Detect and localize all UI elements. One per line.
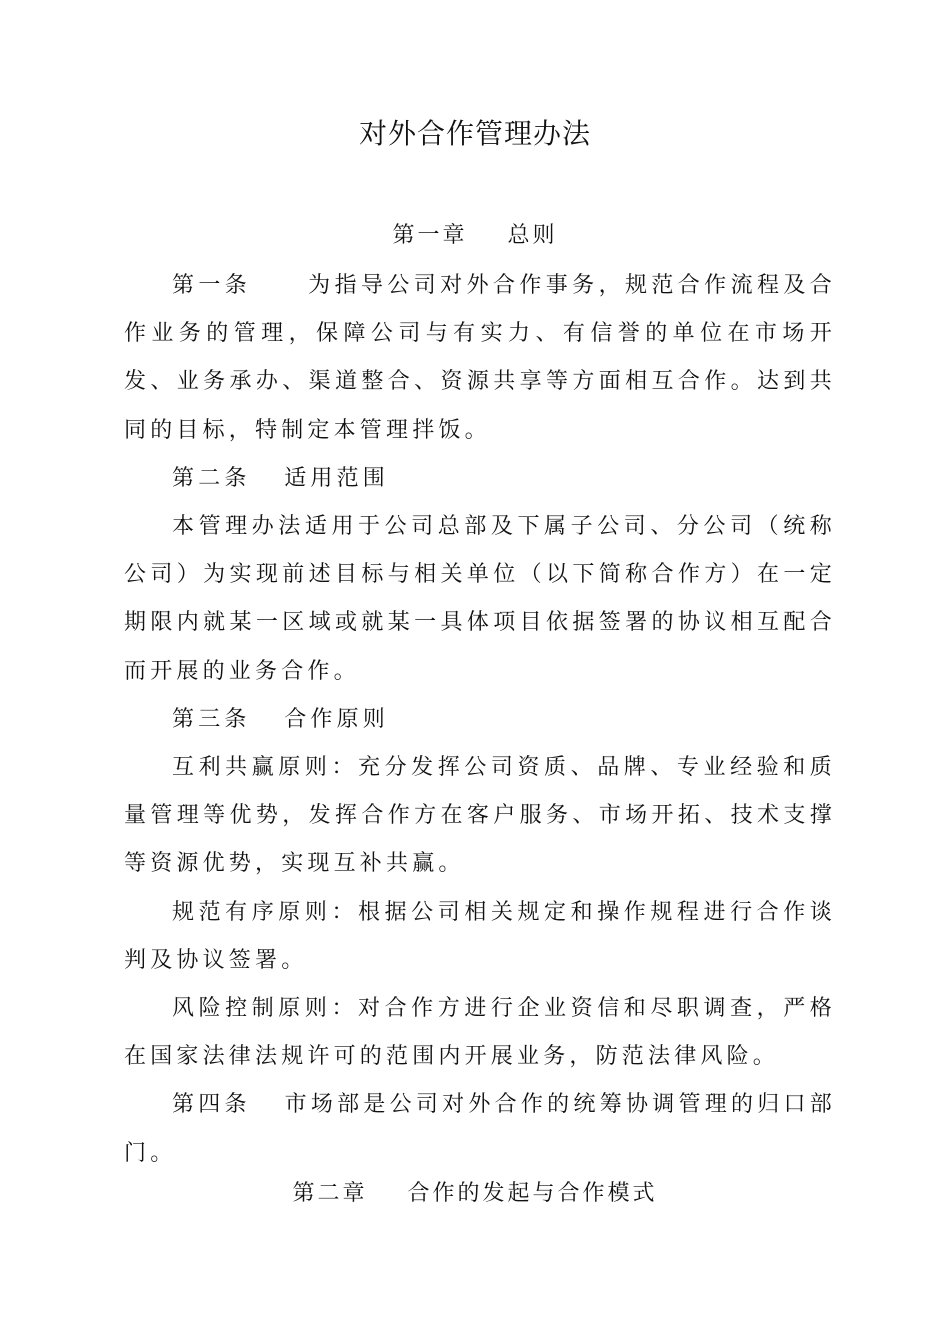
paragraph-text: 合作原则: [284, 706, 389, 732]
chapter-heading-2: 第二章 合作的发起与合作模式: [292, 1181, 658, 1206]
paragraph-text: 适用范围: [284, 465, 389, 491]
article-label: 第二条: [172, 465, 285, 491]
article-label: 第三条: [172, 706, 285, 732]
article-2-paragraph: [124, 455, 836, 503]
paragraph-text: 互利共赢原则：充分发挥公司资质、品牌、专业经验和质量管理等优势，发挥合作方在客户服务、市场开拓、技术支撑等资源优势，实现互补共赢。: [124, 755, 836, 877]
document-title: 对外合作管理办法: [358, 117, 591, 150]
principle-risk-control: [124, 985, 836, 1081]
paragraph-text: 市场部是公司对外合作的统筹协调管理的归口部门。: [124, 1092, 837, 1166]
paragraph-text: 规范有序原则：根据公司相关规定和操作规程进行合作谈判及协议签署。: [124, 899, 836, 973]
article-4-paragraph: [124, 1081, 836, 1177]
article-3-paragraph: [124, 696, 836, 744]
principle-mutual-benefit: [124, 744, 836, 889]
article-label: 第四条: [172, 1092, 285, 1118]
body-text: [124, 262, 836, 1178]
article-label: 第一条: [172, 273, 309, 298]
chapter-heading-1: 第一章 总则: [392, 223, 558, 248]
paragraph-text: 本管理办法适用于公司总部及下属子公司、分公司（统称公司）为实现前述目标与相关单位（以下简称合作方）在一定期限内就某一区域或就某一具体项目依据签署的协议相互配合而开展的业务合作。: [124, 514, 836, 684]
paragraph-text: 风险控制原则：对合作方进行企业资信和尽职调查，严格在国家法律法规许可的范围内开展业务，防范法律风险。: [124, 996, 836, 1070]
article-1-paragraph: [124, 262, 836, 455]
principle-orderly: [124, 889, 836, 985]
scope-paragraph: [124, 503, 836, 696]
paragraph-text: 为指导公司对外合作事务，规范合作流程及合作业务的管理，保障公司与有实力、有信誉的单位在市场开发、业务承办、渠道整合、资源共享等方面相互合作。达到共同的目标，特制定本管理拌饭。: [124, 273, 836, 443]
